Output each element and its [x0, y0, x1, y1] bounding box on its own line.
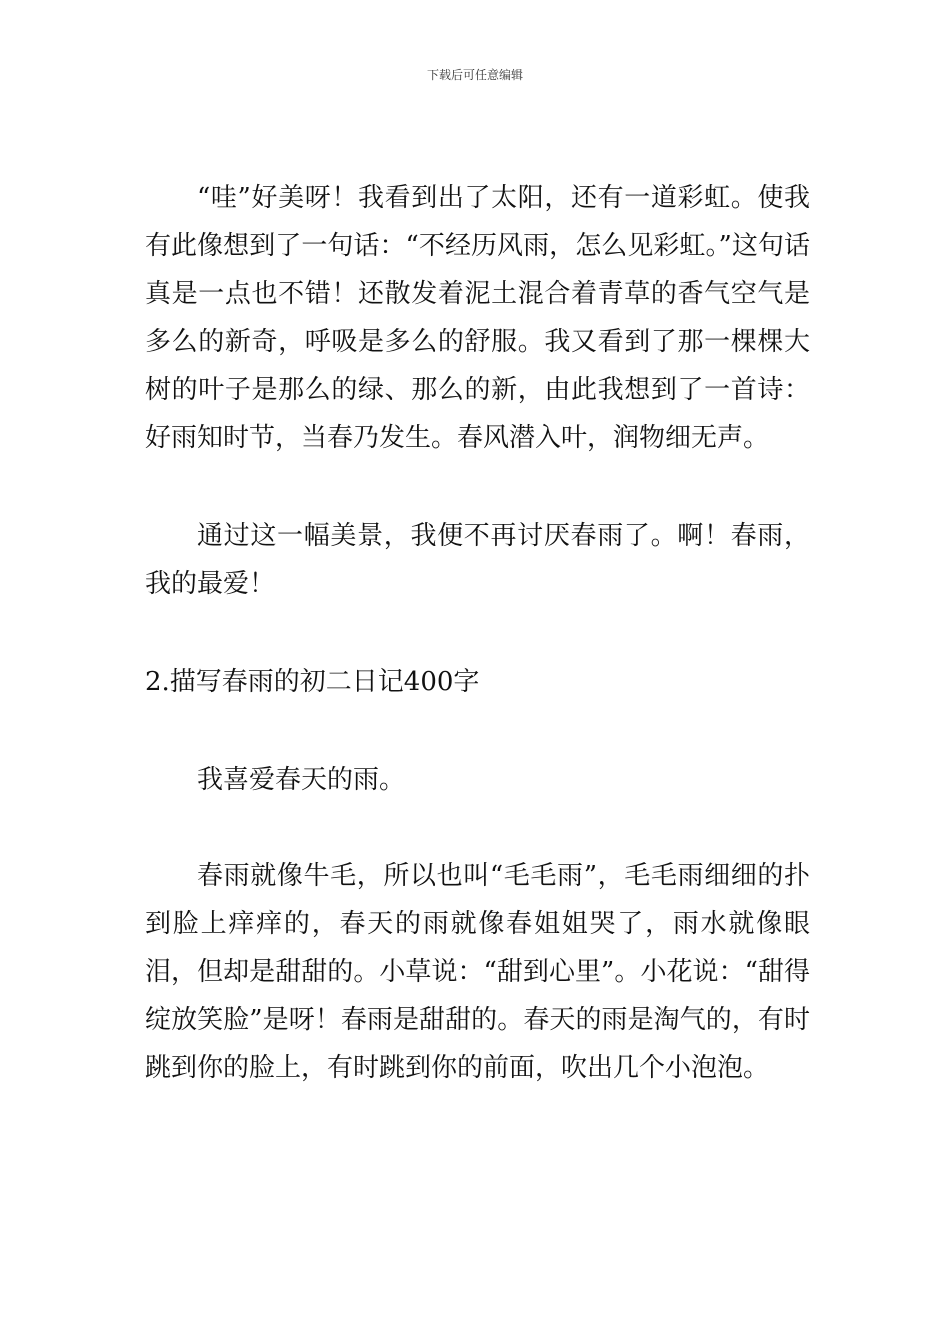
paragraph-favorite: 通过这一幅美景，我便不再讨厌春雨了。啊！春雨，我的最爱！	[145, 521, 810, 599]
paragraph-spacer	[145, 804, 810, 852]
paragraph-spacer	[145, 706, 810, 756]
document-body	[145, 174, 810, 1092]
section-heading: 2.描写春雨的初二日记400字	[145, 667, 480, 697]
paragraph-love-spring-rain: 我喜爱春天的雨。	[197, 765, 406, 795]
paragraph-drizzle: 春雨就像牛毛，所以也叫“毛毛雨”，毛毛雨细细的扑到脸上痒痒的，春天的雨就像春姐姐哭了，雨水就像眼泪，但却是甜甜的。小草说：“甜到心里”。小花说：“甜得绽放笑脸”是呀！春雨是甜甜的。春天的雨是淘气的，有时跳到你的脸上，有时跳到你的前面，吹出几个小泡泡。	[145, 861, 810, 1083]
paragraph-rainbow: “哇”好美呀！我看到出了太阳，还有一道彩虹。使我有此像想到了一句话：“不经历风雨，怎么见彩虹。”这句话真是一点也不错！还散发着泥土混合着青草的香气空气是多么的新奇，呼吸是多么的舒服。我又看到了那一棵棵大树的叶子是那么的绿、那么的新，由此我想到了一首诗：好雨知时节，当春乃发生。春风潜入叶，润物细无声。	[145, 183, 810, 453]
paragraph-spacer	[145, 462, 810, 512]
page-header-note: 下载后可任意编辑	[426, 68, 523, 82]
paragraph-spacer	[145, 608, 810, 658]
